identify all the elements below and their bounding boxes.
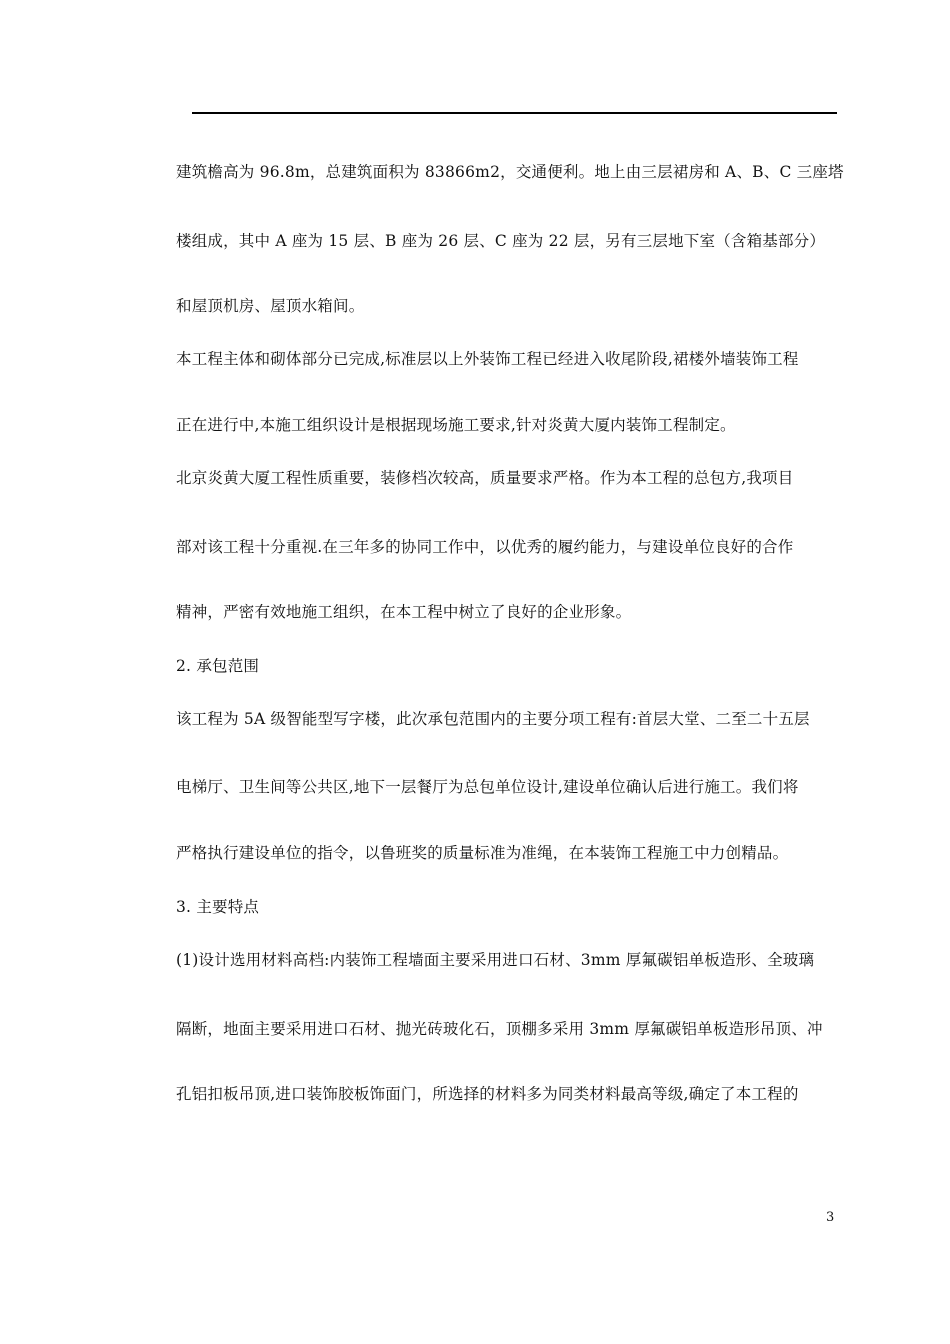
header-rule	[192, 112, 837, 114]
text-line: 和屋顶机房、屋顶水箱间。	[176, 297, 365, 315]
page-number: 3	[826, 1210, 835, 1225]
text-line: 精神，严密有效地施工组织，在本工程中树立了良好的企业形象。	[176, 603, 632, 621]
text-line: 楼组成，其中 A 座为 15 层、B 座为 26 层、C 座为 22 层，另有三层地下室（含箱基部分）	[176, 232, 826, 250]
text-line: 电梯厅、卫生间等公共区,地下一层餐厅为总包单位设计,建设单位确认后进行施工。我们将	[176, 778, 799, 796]
text-line: 该工程为 5A 级智能型写字楼，此次承包范围内的主要分项工程有:首层大堂、二至二十五层	[176, 710, 810, 728]
text-line: 隔断，地面主要采用进口石材、抛光砖玻化石，顶棚多采用 3mm 厚氟碳铝单板造形吊顶、冲	[176, 1020, 823, 1038]
text-line: 正在进行中,本施工组织设计是根据现场施工要求,针对炎黄大厦内装饰工程制定。	[176, 416, 736, 434]
section-heading: 3. 主要特点	[176, 898, 260, 916]
text-line: 本工程主体和砌体部分已完成,标准层以上外装饰工程已经进入收尾阶段,裙楼外墙装饰工程	[176, 350, 799, 368]
text-line: 北京炎黄大厦工程性质重要，装修档次较高，质量要求严格。作为本工程的总包方,我项目	[176, 469, 794, 487]
text-line: (1)设计选用材料高档:内装饰工程墙面主要采用进口石材、3mm 厚氟碳铝单板造形、全玻璃	[176, 951, 815, 969]
text-line: 孔铝扣板吊顶,进口装饰胶板饰面门，所选择的材料多为同类材料最高等级,确定了本工程的	[176, 1085, 799, 1103]
text-line: 建筑檐高为 96.8m，总建筑面积为 83866m2，交通便利。地上由三层裙房和 A、B、C 三座塔	[176, 163, 844, 181]
text-line: 部对该工程十分重视.在三年多的协同工作中，以优秀的履约能力，与建设单位良好的合作	[176, 538, 794, 556]
section-heading: 2. 承包范围	[176, 657, 260, 675]
text-line: 严格执行建设单位的指令，以鲁班奖的质量标准为准绳，在本装饰工程施工中力创精品。	[176, 844, 789, 862]
